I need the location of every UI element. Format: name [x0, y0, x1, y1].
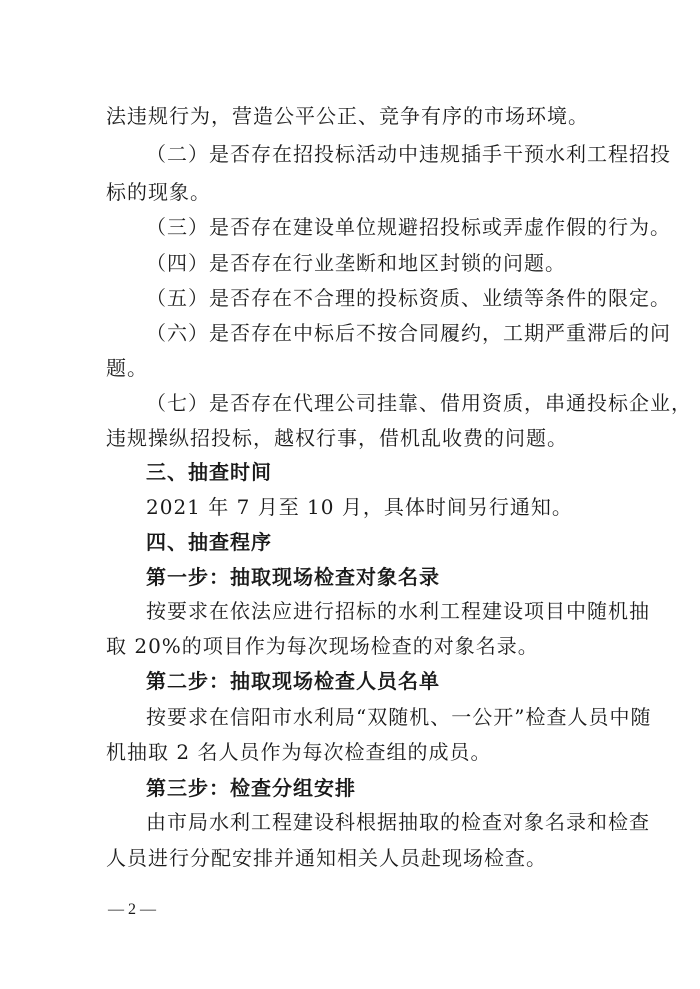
- step-heading: 第二步：抽取现场检查人员名单: [146, 669, 440, 693]
- step-heading: 第一步：抽取现场检查对象名录: [146, 565, 440, 589]
- paragraph-line: 人员进行分配安排并通知相关人员赴现场检查。: [106, 846, 547, 870]
- paragraph-line: 按要求在信阳市水利局“双随机、一公开”检查人员中随: [146, 705, 652, 729]
- paragraph-line: 题。: [106, 356, 148, 380]
- paragraph-line: 取 20%的项目作为每次现场检查的对象名录。: [106, 634, 539, 658]
- paragraph-line: （二）是否存在招投标活动中违规插手干预水利工程招投: [146, 142, 671, 166]
- paragraph-line: （四）是否存在行业垄断和地区封锁的问题。: [146, 251, 566, 275]
- paragraph-line: 法违规行为，营造公平公正、竞争有序的市场环境。: [106, 104, 589, 128]
- section-heading: 三、抽查时间: [146, 460, 272, 484]
- paragraph-line: 2021 年 7 月至 10 月，具体时间另行通知。: [146, 495, 573, 519]
- paragraph-line: 由市局水利工程建设科根据抽取的检查对象名录和检查: [146, 810, 650, 834]
- paragraph-line: （五）是否存在不合理的投标资质、业绩等条件的限定。: [146, 286, 671, 310]
- paragraph-line: 按要求在依法应进行招标的水利工程建设项目中随机抽: [146, 599, 650, 623]
- paragraph-line: 违规操纵招投标，越权行事，借机乱收费的问题。: [106, 426, 568, 450]
- section-heading: 四、抽查程序: [146, 530, 272, 554]
- paragraph-line: 标的现象。: [106, 180, 211, 204]
- paragraph-line: （三）是否存在建设单位规避招投标或弄虚作假的行为。: [146, 215, 671, 239]
- paragraph-line: （七）是否存在代理公司挂靠、借用资质，串通投标企业，: [146, 391, 692, 415]
- paragraph-line: （六）是否存在中标后不按合同履约，工期严重滞后的问: [146, 321, 671, 345]
- step-heading: 第三步：检查分组安排: [146, 776, 356, 800]
- page-number: — 2 —: [108, 901, 156, 918]
- paragraph-line: 机抽取 2 名人员作为每次检查组的成员。: [106, 740, 492, 764]
